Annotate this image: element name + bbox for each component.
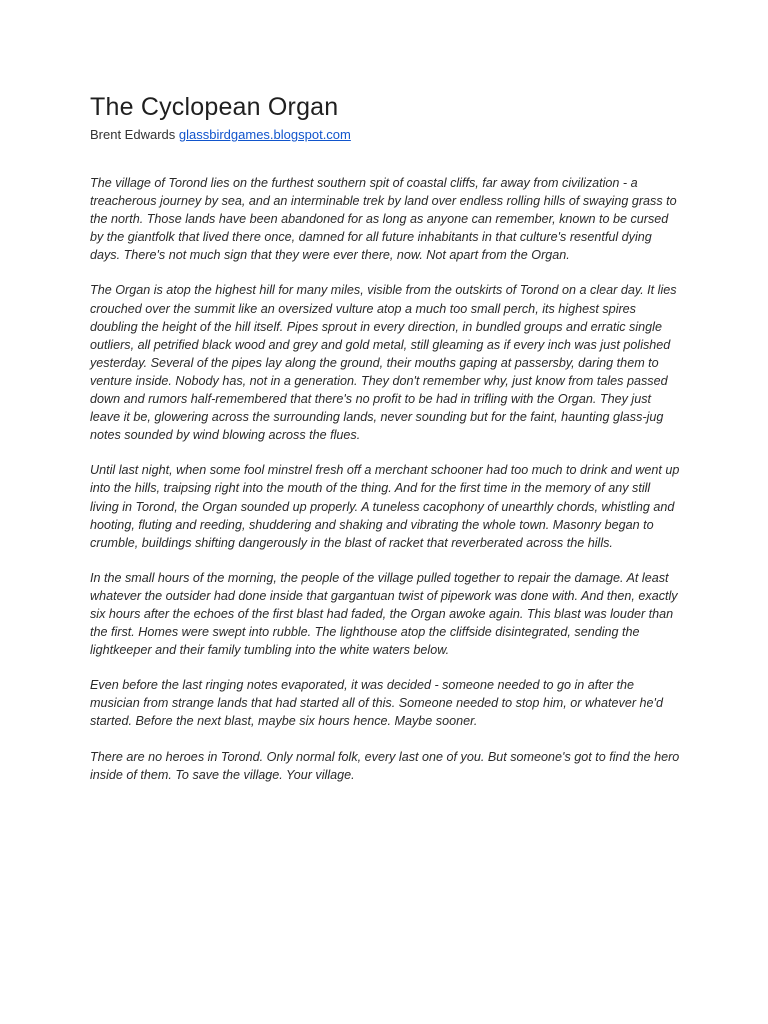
byline	[90, 126, 680, 144]
paragraph-4: In the small hours of the morning, the people of the village pulled together to repair the damage. At least whatever the outsider had done inside that gargantuan twist of pipework was done with. And then, exactly six hours after the echoes of the first blast had faded, the Organ awoke again. This blast was louder than the first. Homes were swept into rubble. The lighthouse atop the cliffside disintegrated, sending the lightkeeper and their family tumbling into the white waters below.	[90, 570, 678, 658]
paragraph-3: Until last night, when some fool minstrel fresh off a merchant schooner had too much to drink and went up into the hills, traipsing right into the mouth of the thing. And for the first time in the memory of any still living in Torond, the Organ sounded up properly. A tuneless cacophony of unearthly chords, whistling and hooting, fluting and reeding, shuddering and shaking and vibrating the whole town. Masonry began to crumble, buildings shifting dangerously in the blast of racket that reverberated across the hills.	[90, 463, 680, 550]
paragraph-1: The village of Torond lies on the furthest southern spit of coastal cliffs, far away from civilization - a treacherous journey by sea, and an interminable trek by land over endless rolling hills of swaying grass to the north. Those lands have been abandoned for as long as anyone can remember, known to be cursed by the giantfolk that lived there once, damned for all future inhabitants in that culture's resentful dying days. There's not much sign that they were ever there, now. Not apart from the Organ.	[90, 176, 677, 263]
paragraph-5: Even before the last ringing notes evaporated, it was decided - someone needed to go in after the musician from strange lands that had started all of this. Someone needed to stop him, or whatever he'd started. Before the next blast, maybe six hours hence. Maybe sooner.	[90, 678, 663, 729]
document-title: The Cyclopean Organ	[90, 93, 339, 121]
blog-link[interactable]: glassbirdgames.blogspot.com	[178, 127, 351, 142]
paragraph-2: The Organ is atop the highest hill for many miles, visible from the outskirts of Torond on a clear day. It lies crouched over the summit like an oversized vulture atop a much too small perch, its highest spires doubling the height of the hill itself. Pipes sprout in every direction, in bundled groups and erratic single outliers, all petrified black wood and grey and gold metal, still gleaming as if every inch was just polished yesterday. Several of the pipes lay along the ground, their mouths gaping at passersby, daring them to venture inside. Nobody has, not in a generation. They don't remember why, just know from tales passed down and rumors half-remembered that there's no profit to be had in trifling with the Organ. They just leave it be, glowering across the surrounding lands, never sounding but for the faint, haunting glass-jug notes sounded by wind blowing across the flues.	[90, 283, 677, 443]
document-page	[90, 90, 680, 801]
author-name: Brent Edwards	[90, 127, 176, 142]
document-body	[90, 174, 680, 784]
paragraph-6: There are no heroes in Torond. Only normal folk, every last one of you. But someone's got to find the hero inside of them. To save the village. Your village.	[90, 749, 680, 782]
